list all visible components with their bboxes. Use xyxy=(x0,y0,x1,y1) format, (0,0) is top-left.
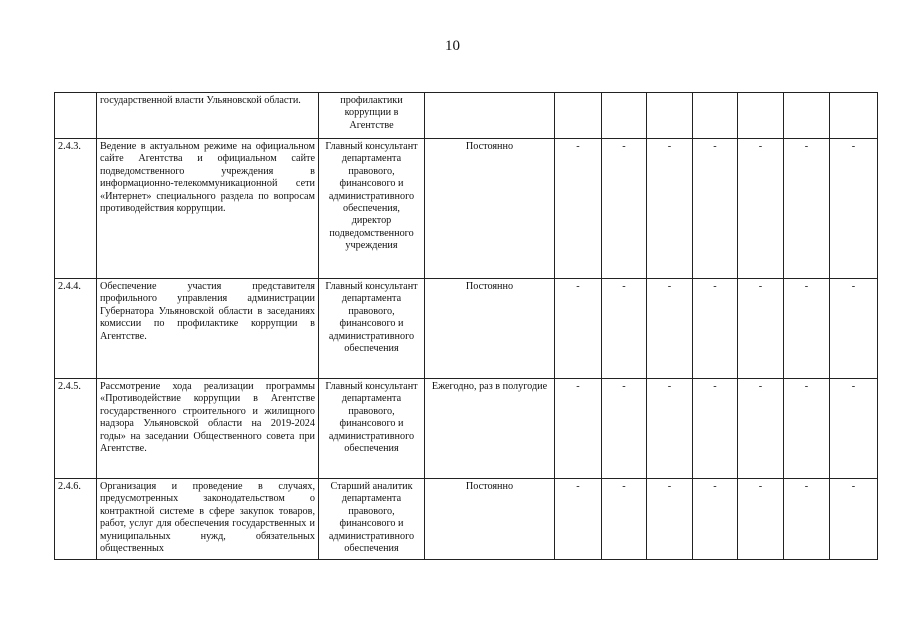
event-description: Ведение в актуальном режиме на официальном сайте Агентства и официальном сайте подведомственного учреждения в информационно-телекоммуникационной сети «Интернет» специального раздела по вопросам противодействия коррупции. xyxy=(97,139,319,279)
funding-cell: - xyxy=(784,279,830,379)
funding-cell: - xyxy=(693,479,738,560)
action-plan-table xyxy=(54,92,878,560)
funding-cell xyxy=(738,93,784,139)
table-row xyxy=(55,379,878,479)
responsible-executor: Главный консультант департамента правового, финансового и административного обеспечения xyxy=(319,379,425,479)
funding-cell xyxy=(830,93,878,139)
funding-cell: - xyxy=(693,379,738,479)
funding-cell: - xyxy=(555,139,602,279)
funding-cell: - xyxy=(602,279,647,379)
funding-cell: - xyxy=(738,379,784,479)
funding-cell: - xyxy=(555,479,602,560)
funding-cell: - xyxy=(830,279,878,379)
funding-cell xyxy=(784,93,830,139)
funding-cell: - xyxy=(738,479,784,560)
funding-cell xyxy=(555,93,602,139)
funding-cell: - xyxy=(738,139,784,279)
funding-cell: - xyxy=(784,479,830,560)
responsible-executor: профилактики коррупции в Агентстве xyxy=(319,93,425,139)
funding-cell: - xyxy=(555,379,602,479)
responsible-executor: Главный консультант департамента правового, финансового и административного обеспечения xyxy=(319,279,425,379)
table-row xyxy=(55,93,878,139)
funding-cell: - xyxy=(784,379,830,479)
event-description: Обеспечение участия представителя профильного управления администрации Губернатора Ульяновской области в заседаниях комиссии по профилактике коррупции в Агентстве. xyxy=(97,279,319,379)
responsible-executor: Главный консультант департамента правового, финансового и административного обеспечения, директор подведомственного учреждения xyxy=(319,139,425,279)
execution-term: Постоянно xyxy=(425,139,555,279)
responsible-executor: Старший аналитик департамента правового, финансового и административного обеспечения xyxy=(319,479,425,560)
execution-term: Ежегодно, раз в полугодие xyxy=(425,379,555,479)
funding-cell xyxy=(693,93,738,139)
row-number: 2.4.5. xyxy=(55,379,97,479)
funding-cell: - xyxy=(647,479,693,560)
table-row xyxy=(55,479,878,560)
funding-cell: - xyxy=(555,279,602,379)
funding-cell: - xyxy=(784,139,830,279)
funding-cell: - xyxy=(602,479,647,560)
event-description: государственной власти Ульяновской области. xyxy=(97,93,319,139)
funding-cell: - xyxy=(602,139,647,279)
row-number xyxy=(55,93,97,139)
funding-cell: - xyxy=(693,139,738,279)
funding-cell: - xyxy=(830,139,878,279)
funding-cell: - xyxy=(738,279,784,379)
event-description: Организация и проведение в случаях, предусмотренных законодательством о контрактной системе в сфере закупок товаров, работ, услуг для обеспечения государственных и муниципальных нужд, обязательных общественных xyxy=(97,479,319,560)
funding-cell: - xyxy=(647,279,693,379)
execution-term xyxy=(425,93,555,139)
row-number: 2.4.6. xyxy=(55,479,97,560)
row-number: 2.4.3. xyxy=(55,139,97,279)
event-description: Рассмотрение хода реализации программы «Противодействие коррупции в Агентстве государственного строительного и жилищного надзора Ульяновской области на 2019-2024 годы» на заседании Общественного совета при Агентстве. xyxy=(97,379,319,479)
funding-cell: - xyxy=(647,139,693,279)
row-number: 2.4.4. xyxy=(55,279,97,379)
funding-cell: - xyxy=(830,479,878,560)
page-number: 10 xyxy=(445,38,460,54)
funding-cell: - xyxy=(602,379,647,479)
funding-cell xyxy=(602,93,647,139)
funding-cell: - xyxy=(830,379,878,479)
funding-cell: - xyxy=(693,279,738,379)
execution-term: Постоянно xyxy=(425,479,555,560)
table-row xyxy=(55,139,878,279)
funding-cell xyxy=(647,93,693,139)
funding-cell: - xyxy=(647,379,693,479)
execution-term: Постоянно xyxy=(425,279,555,379)
table-row xyxy=(55,279,878,379)
